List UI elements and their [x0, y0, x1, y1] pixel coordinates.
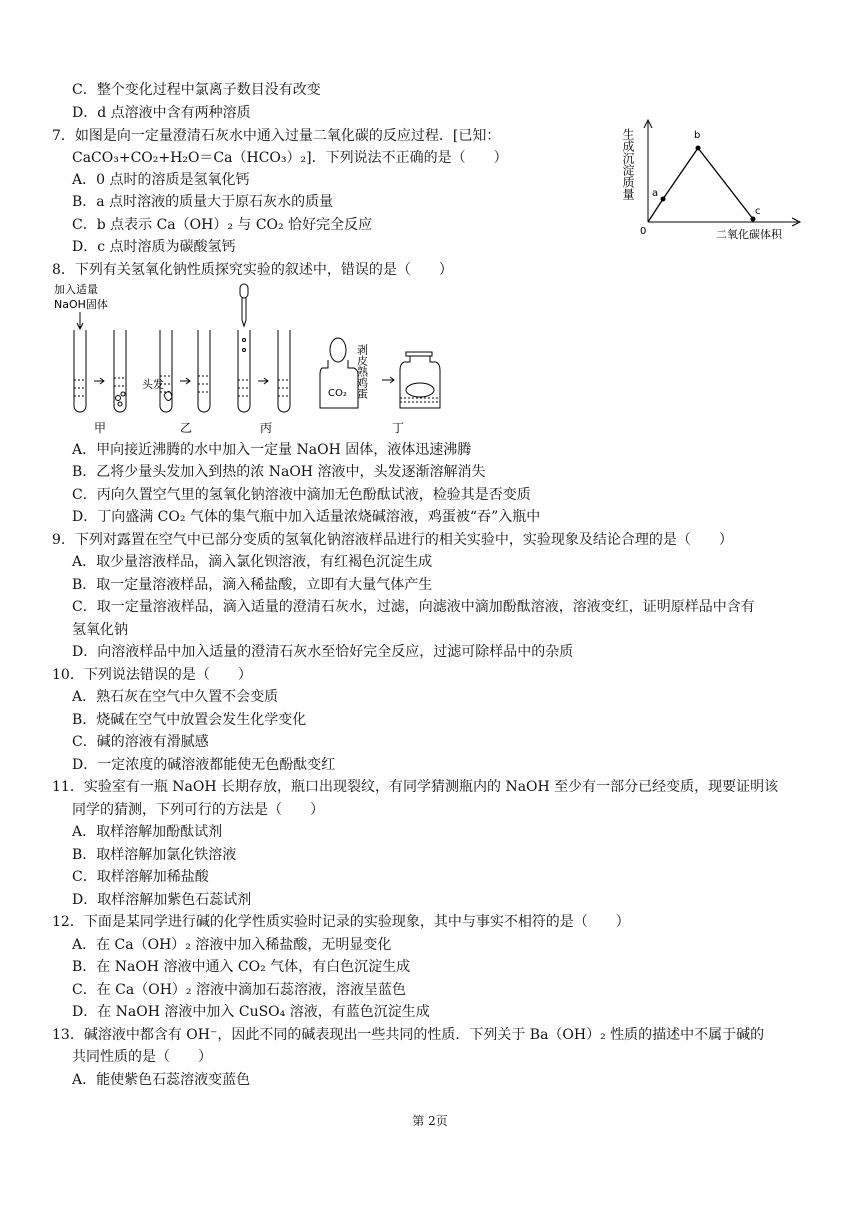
caption-bing: 丙 [260, 421, 273, 435]
naoh-experiment-figure [52, 280, 492, 438]
text-line: A．取样溶解加酚酞试剂 [72, 824, 223, 840]
text-line: B．a 点时溶液的质量大于原石灰水的质量 [72, 194, 334, 210]
text-line: 11．实验室有一瓶 NaOH 长期存放，瓶口出现裂纹，有同学猜测瓶内的 NaOH 至少有一部分已经变质，现要证明该 [52, 779, 779, 795]
text-line: D．在 NaOH 溶液中加入 CuSO₄ 溶液，有蓝色沉淀生成 [72, 1004, 430, 1020]
text-line: 12．下面是某同学进行碱的化学性质实验时记录的实验现象，其中与事实不相符的是（ ） [52, 914, 630, 930]
text-line: B．乙将少量头发加入到热的浓 NaOH 溶液中，头发逐渐溶解消失 [72, 464, 486, 480]
text-line: D．一定浓度的碱溶液都能使无色酚酞变红 [72, 757, 336, 773]
text-line: 9．下列对露置在空气中已部分变质的氢氧化钠溶液样品进行的相关实验中，实验现象及结论合理的是（ ） [52, 532, 733, 548]
precipitate-graph [620, 112, 820, 242]
dropper [240, 284, 248, 326]
text-line: A．能使紫色石蕊溶液变蓝色 [72, 1072, 251, 1088]
tube-yi-2 [198, 330, 210, 412]
text-line: A．取少量溶液样品，滴入氯化钡溶液，有红褐色沉淀生成 [72, 554, 433, 570]
graph-x-label: 二氧化碳体积 [716, 228, 782, 241]
hair-label: 头发 [142, 378, 164, 391]
tube-jia-1 [74, 330, 86, 412]
text-line: D．c 点时溶质为碳酸氢钙 [72, 239, 236, 255]
text-line: B．取样溶解加氯化铁溶液 [72, 847, 237, 863]
egg-label: 剥皮熟鸡蛋 [355, 344, 369, 399]
caption-yi: 乙 [180, 421, 193, 435]
co2-label: CO₂ [328, 388, 347, 399]
text-line: B．取一定量溶液样品，滴入稀盐酸，立即有大量气体产生 [72, 577, 433, 593]
text-line: C．丙向久置空气里的氢氧化钠溶液中滴加无色酚酞试液，检验其是否变质 [72, 487, 531, 503]
text-line: D．丁向盛满 CO₂ 气体的集气瓶中加入适量浓烧碱溶液，鸡蛋被“吞”入瓶中 [72, 509, 541, 525]
text-line: CaCO₃+CO₂+H₂O＝Ca（HCO₃）₂]．下列说法不正确的是（ ） [72, 150, 508, 166]
text-line: A．熟石灰在空气中久置不会变质 [72, 689, 279, 705]
tube-bing-1 [238, 330, 250, 412]
text-line: D．取样溶解加紫色石蕊试剂 [72, 892, 252, 908]
text-line: C．取一定量溶液样品，滴入适量的澄清石灰水，过滤，向滤液中滴加酚酞溶液，溶液变红，证明原样品中含有 [72, 599, 755, 615]
tube-jia-2 [114, 330, 126, 412]
text-line: 同学的猜测，下列可行的方法是（ ） [72, 802, 324, 818]
graph-origin: 0 [640, 226, 647, 237]
add-naoh-label-2: NaOH固体 [54, 298, 108, 311]
text-line: C．碱的溶液有滑腻感 [72, 734, 209, 750]
text-line: 共同性质的是（ ） [72, 1049, 212, 1065]
text-line: A．在 Ca（OH）₂ 溶液中加入稀盐酸，无明显变化 [72, 937, 392, 953]
text-line: 8．下列有关氢氧化钠性质探究实验的叙述中，错误的是（ ） [52, 262, 453, 278]
text-line: B．在 NaOH 溶液中通入 CO₂ 气体，有白色沉淀生成 [72, 959, 411, 975]
text-line: C．b 点表示 Ca（OH）₂ 与 CO₂ 恰好完全反应 [72, 217, 373, 233]
add-naoh-label-1: 加入适量 [54, 283, 98, 296]
text-line: 氢氧化钠 [72, 622, 128, 638]
point-a: a [652, 188, 659, 199]
page-footer: 第 2页 [412, 1114, 448, 1128]
text-line: A．甲向接近沸腾的水中加入一定量 NaOH 固体，液体迅速沸腾 [72, 442, 472, 458]
point-b: b [694, 130, 701, 141]
text-line: 10．下列说法错误的是（ ） [52, 667, 252, 683]
text-line: D．d 点溶液中含有两种溶质 [72, 105, 251, 121]
text-line: B．烧碱在空气中放置会发生化学变化 [72, 712, 307, 728]
point-c: c [755, 206, 761, 217]
tube-bing-2 [278, 330, 290, 412]
text-line: C．整个变化过程中氯离子数目没有改变 [72, 82, 321, 98]
text-line: C．在 Ca（OH）₂ 溶液中滴加石蕊溶液，溶液呈蓝色 [72, 982, 406, 998]
caption-ding: 丁 [392, 421, 405, 435]
graph-y-label: 生成沉淀质量 [621, 128, 635, 200]
text-line: C．取样溶解加稀盐酸 [72, 869, 209, 885]
caption-jia: 甲 [94, 421, 107, 435]
bottle-egg-swallowed [400, 352, 440, 408]
text-line: 7．如图是向一定量澄清石灰水中通入过量二氧化碳的反应过程．[已知： [52, 128, 501, 144]
text-line: A．0 点时的溶质是氢氧化钙 [72, 172, 250, 188]
text-line: 13．碱溶液中都含有 OH⁻，因此不同的碱表现出一些共同的性质．下列关于 Ba（OH）₂ 性质的描述中不属于碱的 [52, 1027, 765, 1043]
text-line: D．向溶液样品中加入适量的澄清石灰水至恰好完全反应，过滤可除样品中的杂质 [72, 644, 574, 660]
